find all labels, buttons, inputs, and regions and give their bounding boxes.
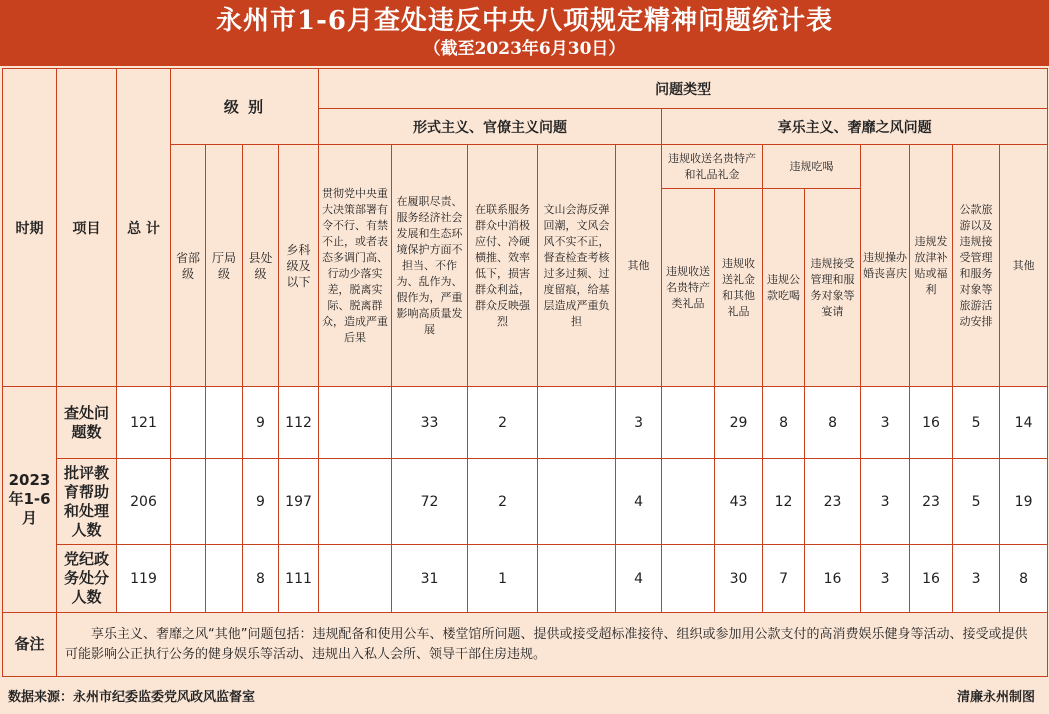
cell (171, 545, 206, 613)
header-hedonism-col-public-dining: 违规公款吃喝 (763, 189, 805, 387)
header-period: 时期 (3, 69, 57, 387)
cell: 12 (763, 459, 805, 545)
stats-table (2, 68, 1048, 677)
footer (0, 680, 1049, 714)
row-label: 党纪政务处分人数 (57, 545, 117, 613)
cell (206, 387, 243, 459)
cell (206, 459, 243, 545)
header-hedonism-col-subsidy: 违规发放津补贴或福利 (910, 145, 953, 387)
row-total: 206 (117, 459, 171, 545)
maker-credit: 清廉永州制图 (956, 690, 1035, 705)
cell: 16 (805, 545, 861, 613)
cell: 1 (468, 545, 538, 613)
cell: 3 (861, 545, 910, 613)
header-item: 项目 (57, 69, 117, 387)
header-formalism-col-2: 在履职尽责、服务经济社会发展和生态环境保护方面不担当、不作为、乱作为、假作为，严重影响高质量发展 (392, 145, 468, 387)
header-eat-group: 违规吃喝 (763, 145, 861, 189)
data-source: 数据来源：永州市纪委监委党风政风监督室 (8, 690, 256, 705)
cell: 72 (392, 459, 468, 545)
header-hedonism-col-other: 其他 (1000, 145, 1048, 387)
cell (538, 545, 616, 613)
table-row (3, 459, 1048, 545)
header-hedonism-col-banquet: 违规接受管理和服务对象等宴请 (805, 189, 861, 387)
cell: 30 (715, 545, 763, 613)
cell: 4 (616, 545, 662, 613)
cell: 31 (392, 545, 468, 613)
header-hedonism-col-gift-cash: 违规收送礼金和其他礼品 (715, 189, 763, 387)
cell: 3 (861, 387, 910, 459)
header-gift-group: 违规收送名贵特产和礼品礼金 (662, 145, 763, 189)
note-label: 备注 (3, 613, 57, 677)
title-bar (0, 0, 1049, 68)
header-type-group: 问题类型 (319, 69, 1048, 109)
cell: 4 (616, 459, 662, 545)
header-formalism-col-other: 其他 (616, 145, 662, 387)
cell: 9 (243, 387, 279, 459)
row-total: 121 (117, 387, 171, 459)
cell: 5 (953, 459, 1000, 545)
cell: 111 (279, 545, 319, 613)
cell: 7 (763, 545, 805, 613)
cell: 197 (279, 459, 319, 545)
cell: 2 (468, 387, 538, 459)
note-row (3, 613, 1048, 677)
header-hedonism-group: 享乐主义、奢靡之风问题 (662, 109, 1048, 145)
page-subtitle: （截至2023年6月30日） (423, 39, 626, 59)
header-hedonism-col-travel: 公款旅游以及违规接受管理和服务对象等旅游活动安排 (953, 145, 1000, 387)
cell: 3 (616, 387, 662, 459)
cell (538, 459, 616, 545)
note-text: 享乐主义、奢靡之风“其他”问题包括：违规配备和使用公车、楼堂馆所问题、提供或接受超标准接待、组织或参加用公款支付的高消费娱乐健身等活动、接受或提供可能影响公正执行公务的健身娱乐等活动、违规出入私人会所、领导干部住房违规。 (57, 613, 1048, 677)
cell: 29 (715, 387, 763, 459)
header-formalism-group: 形式主义、官僚主义问题 (319, 109, 662, 145)
cell: 2 (468, 459, 538, 545)
table-row (3, 545, 1048, 613)
header-formalism-col-4: 文山会海反弹回潮，文风会风不实不正，督查检查考核过多过频、过度留痕，给基层造成严重负担 (538, 145, 616, 387)
cell: 3 (861, 459, 910, 545)
cell (319, 545, 392, 613)
cell: 3 (953, 545, 1000, 613)
cell: 8 (805, 387, 861, 459)
header-total: 总 计 (117, 69, 171, 387)
header-hedonism-col-gift-special: 违规收送名贵特产类礼品 (662, 189, 715, 387)
header-hedonism-col-wedding: 违规操办婚丧喜庆 (861, 145, 910, 387)
cell: 112 (279, 387, 319, 459)
cell: 16 (910, 545, 953, 613)
cell (319, 387, 392, 459)
cell (171, 459, 206, 545)
header-formalism-col-1: 贯彻党中央重大决策部署有令不行、有禁不止，或者表态多调门高、行动少落实差，脱离实际、脱离群众，造成严重后果 (319, 145, 392, 387)
cell: 5 (953, 387, 1000, 459)
header-formalism-col-3: 在联系服务群众中消极应付、冷硬横推、效率低下，损害群众利益，群众反映强烈 (468, 145, 538, 387)
table-row (3, 387, 1048, 459)
cell (662, 459, 715, 545)
header-level-county: 县处级 (243, 145, 279, 387)
period-cell: 2023年1-6月 (3, 387, 57, 613)
cell: 8 (763, 387, 805, 459)
row-label: 查处问题数 (57, 387, 117, 459)
header-level-group: 级 别 (171, 69, 319, 145)
cell: 14 (1000, 387, 1048, 459)
cell (206, 545, 243, 613)
cell (319, 459, 392, 545)
row-total: 119 (117, 545, 171, 613)
cell: 23 (805, 459, 861, 545)
header-level-province: 省部级 (171, 145, 206, 387)
cell: 9 (243, 459, 279, 545)
cell: 19 (1000, 459, 1048, 545)
cell (538, 387, 616, 459)
cell: 23 (910, 459, 953, 545)
cell: 8 (243, 545, 279, 613)
row-label: 批评教育帮助和处理人数 (57, 459, 117, 545)
cell (662, 545, 715, 613)
cell: 43 (715, 459, 763, 545)
cell: 33 (392, 387, 468, 459)
page-title: 永州市1-6月查处违反中央八项规定精神问题统计表 (216, 6, 833, 36)
cell (662, 387, 715, 459)
cell (171, 387, 206, 459)
header-level-township: 乡科级及以下 (279, 145, 319, 387)
header-level-bureau: 厅局级 (206, 145, 243, 387)
cell: 8 (1000, 545, 1048, 613)
cell: 16 (910, 387, 953, 459)
